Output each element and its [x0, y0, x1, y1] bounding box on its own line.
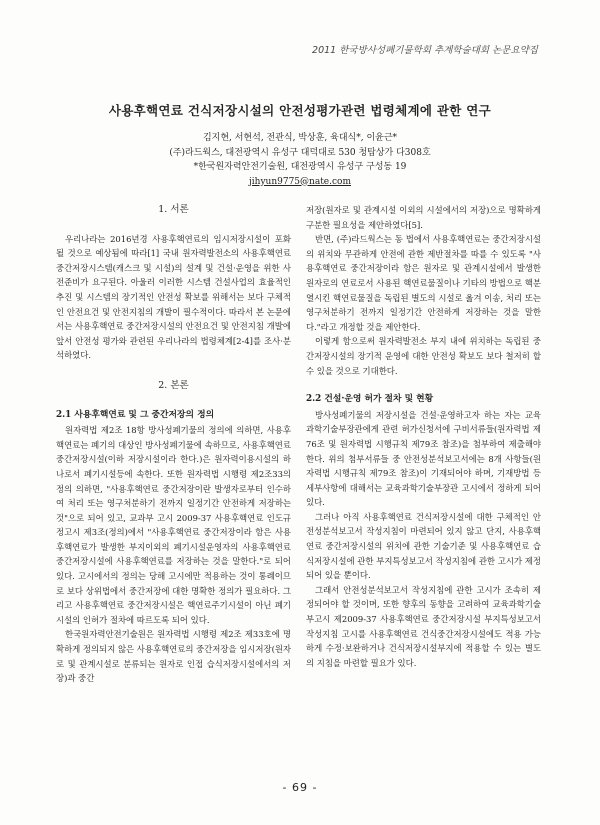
paragraph-2-1-b: 한국원자력안전기술원은 원자력법 시행령 제2조 제33호에 명확하게 정의되지 않은 사용후핵연료의 중간저장을 임시저장(원자로 및 관계시설로 분류되는 원자로 인접 습식저장시설에서의 저장)과 중간 — [56, 629, 292, 684]
intro-paragraph: 우리나라는 2016년경 사용후핵연료의 임시저장시설이 포화될 것으로 예상됨에 따라[1] 국내 원자력발전소의 사용후핵연료 중간저장시스템(캐스크 및 시설)의 설계 및 건설·운영을 위한 사전준비가 요구된다. 아울러 이러한 시스템 건설사업의 효율적인 추진 및 시스템의 장기적인 안전성 확보를 위해서는 보다 구체적인 안전요건 및 안전지침의 개발이 필수적이다. 따라서 본 논문에서는 사용후핵연료 중간저장시설의 안전요건 및 안전지침 개발에 앞서 안전성 평가와 관련된 우리나라의 법령체계[2-4]를 조사·분석하였다. — [56, 233, 291, 361]
author-block — [0, 131, 600, 189]
subsection-heading-2-1: 2.1 사용후핵연료 및 그 중간저장의 정의 — [56, 409, 215, 420]
left-column — [56, 203, 291, 686]
running-header: 2011 한국방사성폐기물학회 추계학술대회 논문요약집 — [312, 45, 538, 56]
right-column — [306, 203, 541, 670]
section-heading-body: 2. 본론 — [158, 379, 189, 391]
author-names: 김지현, 서현석, 전관식, 박상훈, 육대식*, 이윤근* — [202, 133, 398, 143]
affiliation-1: (주)라드웍스, 대전광역시 유성구 대덕대로 530 청탑상가 다308호 — [169, 147, 431, 158]
subsection-heading-2-2: 2.2 건설·운영 허가 절차 및 현황 — [306, 394, 434, 405]
page-number: - 69 - — [282, 781, 318, 794]
paragraph-guideline-status: 그러나 아직 사용후핵연료 건식저장시설에 대한 구체적인 안전성분석보고서 작성지침이 마련되어 있지 않고 단지, 사용후핵연료 중간저장시설의 위치에 관한 기술기준 및 사용후핵연료 습식저장시설에 관한 부지특성보고서 작성지침에 관한 고시가 제정되어 있을 뿐이다. — [306, 511, 541, 581]
author-email[interactable]: jihyun9775@nate.com — [248, 176, 351, 187]
section-heading-intro: 1. 서론 — [158, 204, 189, 215]
paper-title: 사용후핵연료 건식저장시설의 안전성평가관련 법령체계에 관한 연구 — [108, 103, 492, 118]
paragraph-2-1-a: 원자력법 제2조 18항 방사성폐기물의 정의에 의하면, 사용후핵연료는 폐기의 대상인 방사성폐기물에 속하므로, 사용후핵연료 중간저장시설(이하 저장시설이라 한다.)은 원자력이용시설의 하나로서 폐기시설등에 속한다. 또한 원자력법 시행령 제2조33의 정의 의하면, "사용후핵연료 중간저장이란 발생자로부터 인수하여 처리 또는 영구처분하기 전까지 일정기간 안전하게 저장하는 것"으로 되어 있고, 교과부 고시 2009-37 사용후핵연료 인도규정고시 제3조(정의)에서 "사용후핵연료 중간저장이라 함은 사용후핵연료가 발생한 부지이외의 폐기시설운영자의 사용후핵연료 중간저장시설에 사용후핵연료를 저장하는 것을 말한다."로 되어 있다. 고시에서의 정의는 당해 고시에만 적용하는 것이 통례이므로 보다 상위법에서 중간저장에 대한 명확한 정의가 필요하다. 그리고 사용후핵연료 중간저장시설은 핵연료주기시설이 아닌 폐기시설의 인허가 절차에 따르도록 되어 있다. — [56, 425, 291, 625]
paragraph-continued: 저장(원자로 및 관계시설 이외의 시설에서의 저장)으로 명확하게 구분한 필요성을 제안하였다[5]. — [306, 205, 541, 230]
affiliation-2: *한국원자력안전기술원, 대전광역시 유성구 구성동 19 — [193, 162, 407, 172]
paragraph-radworks-proposal: 반면, (주)라드웍스는 동 법에서 사용후핵연료는 중간저장시설의 위치와 무관하게 안전에 관한 제반절차를 따를 수 있도록 "사용후핵연료 중간저장이라 함은 원자로 및 관계시설에서 발생한 원자로의 연료로서 사용된 핵연료물질이나 기타의 방법으로 핵분열시킨 핵연료물질을 독립된 별도의 시설로 옮겨 이송, 처리 또는 영구처분하기 전까지 일정기간 안전하게 저장하는 것을 말한다."라고 개정할 것을 제안한다. — [306, 234, 541, 332]
paragraph-expectation: 이렇게 함으로써 원자력발전소 부지 내에 위치하는 독립된 중간저장시설의 장기적 운영에 대한 안전성 확보도 보다 철저히 할 수 있을 것으로 기대한다. — [306, 336, 541, 376]
paragraph-recommendation: 그래서 안전성분석보고서 작성지침에 관한 고시가 조속히 제정되어야 할 것이며, 또한 향후의 동향을 고려하여 교육과학기술부고시 제2009-37 사용후핵연료 중간저장시설 부지특성보고서 작성지침 고시를 사용후핵연료 건식중간저장시설에도 적용 가능하게 수정·보완하거나 건식저장시설부지에 적용할 수 있는 별도의 지침을 마련할 필요가 있다. — [306, 584, 541, 668]
paragraph-license-procedure: 방사성폐기물의 저장시설을 건설·운영하고자 하는 자는 교육과학기술부장관에게 관련 허가신청서에 구비서류들(원자력법 제76조 및 원자력법 시행규칙 제79조 참조)을 첨부하여 제출해야 한다. 위의 첨부서류들 중 안전성분석보고서에는 8개 사항들(원자력법 시행규칙 제79조 참조)이 기재되어야 하며, 기재방법 등 세부사항에 대해서는 교육과학기술부장관 고시에서 정하게 되어 있다. — [306, 409, 541, 508]
